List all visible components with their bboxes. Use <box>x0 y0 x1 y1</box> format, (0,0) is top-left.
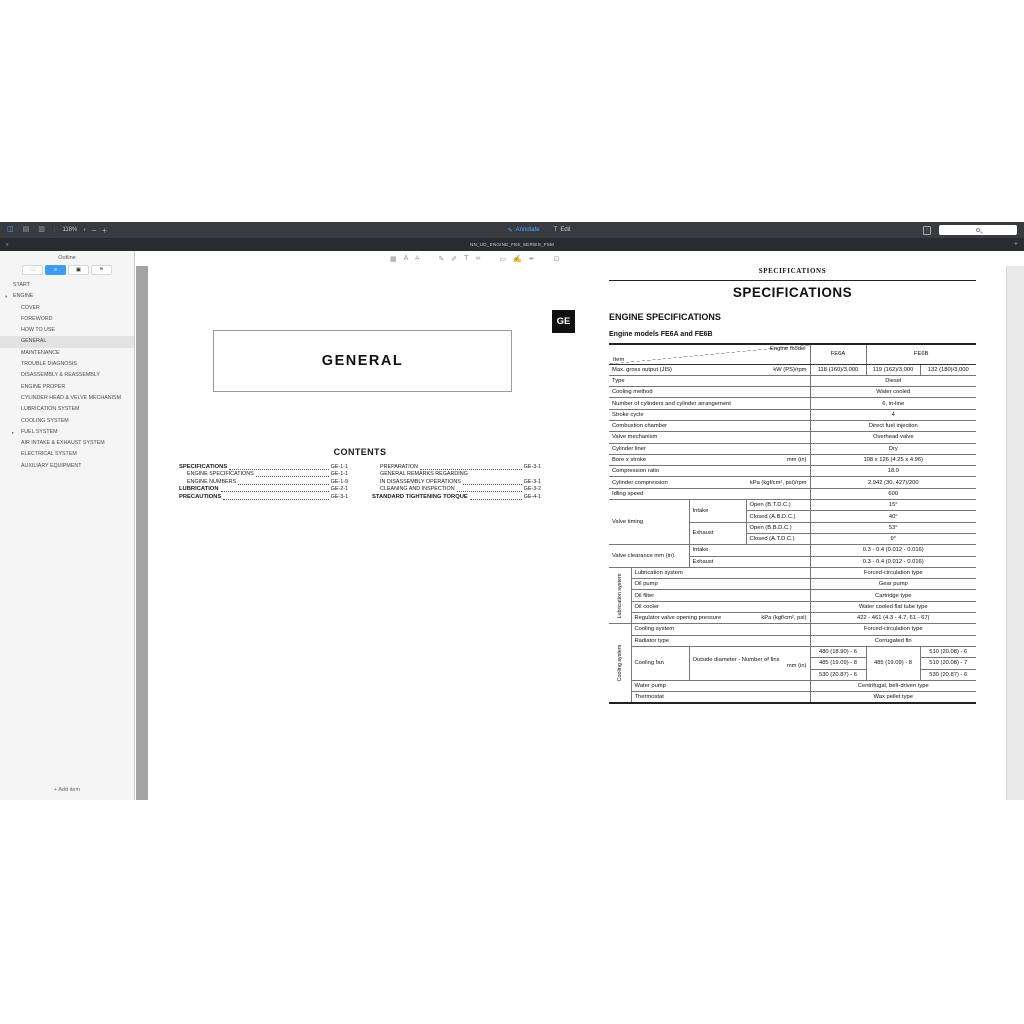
collapse-icon[interactable]: ▾ <box>5 294 8 300</box>
spec-value: 485 (19.09) - 8 <box>866 646 920 680</box>
spec-unit: mm (in) <box>746 454 810 465</box>
pen-icon[interactable]: ✒ <box>528 255 535 263</box>
spec-label: Cooling fan <box>631 646 689 680</box>
text-tool-icon[interactable]: T <box>464 255 469 262</box>
toc-entry[interactable]: CLEANING AND INSPECTION GE-3-2 <box>380 486 541 493</box>
spec-value: Cartridge type <box>810 590 976 601</box>
spec-value: 0.3 - 0.4 (0.012 - 0.016) <box>810 556 976 567</box>
spec-value: 108 x 126 (4.25 x 4.96) <box>810 454 976 465</box>
spec-label: Oil filter <box>631 590 810 601</box>
toc-entry[interactable]: PRECAUTIONS GE-3-1 <box>179 493 348 500</box>
spec-value: Direct fuel injection <box>810 420 976 431</box>
engine-spec-table <box>609 343 976 704</box>
zoom-level[interactable]: 118% <box>62 227 78 233</box>
fullscreen-icon[interactable]: ⊡ <box>553 255 560 263</box>
col-header-fe6a: FE6A <box>810 344 866 364</box>
toc-entry[interactable]: PREPARATION GE-3-1 <box>380 464 541 470</box>
annotation-toolbar <box>135 251 1024 266</box>
spec-sublabel: Exhaust <box>689 556 810 567</box>
add-item-button[interactable]: + Add item <box>53 787 81 793</box>
toc-entry[interactable]: GENERAL REMARKS REGARDING <box>380 471 468 478</box>
comment-icon[interactable]: ▭ <box>499 255 506 263</box>
toc-entry[interactable]: STANDARD TIGHTENING TORQUE GE-4-1 <box>372 493 541 500</box>
sidebar-item-trouble-diagnosis[interactable]: TROUBLE DIAGNOSIS <box>21 361 77 368</box>
spec-label: Cooling system <box>631 624 810 635</box>
spec-value: Centrifugal, belt-driven type <box>810 680 976 691</box>
spec-value: 119 (162)/3,000 <box>866 364 920 375</box>
spec-label: Bore x stroke <box>609 454 746 465</box>
zoom-out-button[interactable]: − <box>91 225 97 235</box>
font-large-icon[interactable]: A <box>403 255 409 262</box>
spec-value: 422 - 461 (4.3 - 4.7, 61 - 67) <box>810 613 976 624</box>
toc-entry[interactable]: ENGINE NUMBERS GE-1-9 <box>187 478 348 485</box>
sidebar-item-fuel-system[interactable]: ▸ FUEL SYSTEM <box>0 427 134 438</box>
sidebar-item-lubrication[interactable]: LUBRICATION SYSTEM <box>21 406 80 413</box>
link-icon[interactable]: ∞ <box>475 255 481 262</box>
toolbar-divider: | <box>53 227 56 233</box>
spec-value: Forced-circulation type <box>810 567 976 578</box>
annotations-icon: ▣ <box>75 267 82 273</box>
spec-label: Idling speed <box>609 488 810 499</box>
spec-value: 530 (20.87) - 6 <box>920 669 976 680</box>
sidebar-item-auxiliary[interactable]: AUXILIARY EQUIPMENT <box>21 462 82 469</box>
toc-right-column <box>372 464 541 501</box>
tab-close-button[interactable]: x <box>6 241 9 248</box>
pencil-icon: ✎ <box>507 227 513 234</box>
spec-value: 4 <box>810 409 976 420</box>
share-icon[interactable]: ↑ <box>923 226 931 235</box>
expand-icon[interactable]: ▸ <box>12 429 15 435</box>
spec-value: Water cooled flat tube type <box>810 601 976 612</box>
spec-value: Overhead valve <box>810 432 976 443</box>
spec-value: Wax pellet type <box>810 692 976 703</box>
spec-label: Cooling method <box>609 387 810 398</box>
edit-tab[interactable] <box>554 227 571 233</box>
spec-label: Number of cylinders and cylinder arrangement <box>609 398 810 409</box>
thumbnails-view-button[interactable]: □ <box>22 265 43 275</box>
spec-value: 485 (19.09) - 8 <box>810 658 866 669</box>
page-title: SPECIFICATIONS <box>732 285 853 300</box>
signature-icon[interactable]: ✍ <box>512 255 522 263</box>
chapter-badge: GE <box>552 310 575 333</box>
bookmarks-view-button[interactable]: ⚑ <box>91 265 112 275</box>
spec-unit: kW (PS)/rpm <box>746 364 810 375</box>
toc-entry[interactable]: ENGINE SPECIFICATIONS GE-1-1 <box>187 471 348 478</box>
chapter-title-box: GENERAL <box>213 330 512 392</box>
group-label-lubrication: Lubrication system <box>609 567 631 623</box>
spec-sublabel: Outside diameter - Number of fins mm (in) <box>689 646 810 680</box>
new-tab-button[interactable]: + <box>1013 241 1018 248</box>
spec-value: 2,942 (30, 427)/200 <box>810 477 976 488</box>
spec-value: 18.0 <box>810 466 976 477</box>
spec-label: Cylinder compression <box>609 477 689 488</box>
sidebar-item-cylinder-head[interactable]: CYLINDER HEAD & VELVE MECHANISM <box>21 394 121 401</box>
contents-title: CONTENTS <box>333 447 387 457</box>
spec-value: 132 (180)/3,000 <box>920 364 976 375</box>
sidebar-item-engine[interactable]: ▾ ENGINE <box>0 291 134 302</box>
toc-entry[interactable]: IN DISASSEMBLY OPERATIONS GE-3-1 <box>380 478 541 485</box>
spec-label: Radiator type <box>631 635 810 646</box>
spec-label: Combustion chamber <box>609 420 810 431</box>
spec-label: Compression ratio <box>609 466 810 477</box>
spec-label: Regulator valve opening pressure <box>631 613 746 624</box>
document-tab-bar <box>0 238 1024 251</box>
spec-sublabel: Exhaust <box>689 522 746 545</box>
section-heading: ENGINE SPECIFICATIONS <box>609 312 721 322</box>
spec-value: 510 (20.08) - 7 <box>920 658 976 669</box>
search-input[interactable] <box>939 225 1017 235</box>
page-edge-gutter <box>136 266 148 800</box>
spec-value: Dry <box>810 443 976 454</box>
spec-condition: Open (B.T.D.C.) <box>746 500 810 511</box>
annotate-tab[interactable] <box>508 227 540 234</box>
spec-sublabel: Intake <box>689 545 810 556</box>
text-icon: T <box>553 227 558 233</box>
sidebar-item-air-intake[interactable]: AIR INTAKE & EXHAUST SYSTEM <box>21 440 105 447</box>
spec-value: Water cooled <box>810 387 976 398</box>
spec-value: Diesel <box>810 375 976 386</box>
running-head: SPECIFICATIONS <box>758 267 827 275</box>
spec-label: Valve mechanism <box>609 432 810 443</box>
sidebar-item-electrical[interactable]: ELECTRICAL SYSTEM <box>21 451 77 458</box>
spec-sublabel: Intake <box>689 500 746 523</box>
toc-entry[interactable]: SPECIFICATIONS GE-1-1 <box>179 464 348 470</box>
sidebar-item-foreword[interactable]: FOREWORD <box>21 315 53 322</box>
two-page-view-icon[interactable]: ▥ <box>38 226 45 233</box>
spec-value: 9° <box>810 533 976 544</box>
sidebar-item-cover[interactable]: COVER <box>21 304 40 311</box>
spec-value: Forced-circulation type <box>810 624 976 635</box>
spec-value: 600 <box>810 488 976 499</box>
spec-label: Thermostat <box>631 692 810 703</box>
spec-label: Valve timing <box>609 500 689 545</box>
spec-label: Lubrication system <box>631 567 810 578</box>
highlighter-icon[interactable]: ✐ <box>451 255 458 263</box>
spec-unit: kPa (kgf/cm², psi) <box>746 613 810 624</box>
col-header-fe6b: FE6B <box>866 344 976 364</box>
image-icon[interactable]: ▦ <box>390 255 397 263</box>
spec-value: 118 (160)/3,000 <box>810 364 866 375</box>
sidebar-item-how-to-use[interactable]: HOW TO USE <box>21 327 55 334</box>
spec-label: Water pump <box>631 680 810 691</box>
sidebar-item-start[interactable]: START <box>13 282 30 288</box>
document-canvas[interactable] <box>135 251 1024 800</box>
spec-label: Cylinder liner <box>609 443 810 454</box>
canvas-right-gutter <box>1006 266 1024 800</box>
spec-value: 510 (20.08) - 6 <box>920 646 976 657</box>
sidebar-item-disassembly[interactable]: DISASSEMBLY & REASSEMBLY <box>21 372 100 379</box>
chevron-down-icon[interactable]: ▾ <box>83 227 86 232</box>
group-label-cooling: Cooling system <box>609 624 631 703</box>
spec-label: Stroke cycle <box>609 409 810 420</box>
spec-value: Gear pump <box>810 579 976 590</box>
sidebar-toggle-icon[interactable]: ◫ <box>7 226 14 233</box>
spec-value: 6, in-line <box>810 398 976 409</box>
sidebar-item-cooling[interactable]: COOLING SYSTEM <box>21 417 69 424</box>
table-corner-cell: Engine model Item <box>609 344 810 364</box>
sidebar-item-engine-proper[interactable]: ENGINE PROPER <box>21 383 66 390</box>
search-icon <box>976 228 980 232</box>
running-head-rule <box>609 280 976 281</box>
sidebar-view-switcher <box>0 265 134 275</box>
spec-value: 53° <box>810 522 976 533</box>
outline-view-button[interactable]: ≡ <box>45 265 66 275</box>
contents-section <box>179 447 541 501</box>
spec-value: 480 (18.90) - 6 <box>810 646 866 657</box>
pdf-app-window <box>0 222 1024 800</box>
section-subheading: Engine models FE6A and FE6B <box>609 331 713 338</box>
toc-left-column <box>179 464 348 501</box>
spec-unit: kPa (kgf/cm², psi)/rpm <box>689 477 810 488</box>
outline-sidebar <box>0 251 135 800</box>
zoom-in-button[interactable]: + <box>102 225 107 235</box>
pencil-icon[interactable]: ✎ <box>438 255 445 263</box>
spec-label: Oil pump <box>631 579 810 590</box>
spec-label: Max. gross output (JIS) <box>609 364 746 375</box>
spec-value: 530 (20.87) - 6 <box>810 669 866 680</box>
spec-label: Type <box>609 375 810 386</box>
spec-value: Corrugated fin <box>810 635 976 646</box>
spec-condition: Open (B.B.D.C.) <box>746 522 810 533</box>
single-page-view-icon[interactable]: ▤ <box>22 226 30 233</box>
annotate-label: Annotate <box>515 227 540 233</box>
toc-entry[interactable]: LUBRICATION GE-2-1 <box>179 486 348 493</box>
sidebar-title: Outline <box>58 255 76 261</box>
sidebar-item-maintenance[interactable]: MAINTENANCE <box>21 349 60 356</box>
sidebar-item-general[interactable]: GENERAL <box>0 336 134 347</box>
font-small-icon[interactable]: A <box>415 255 420 262</box>
annotations-view-button[interactable] <box>68 265 89 275</box>
spec-condition: Closed (A.T.D.C.) <box>746 533 810 544</box>
spec-label: Valve clearance mm (in) <box>609 545 689 568</box>
main-toolbar <box>0 222 1024 238</box>
spec-label: Oil cooler <box>631 601 810 612</box>
edit-label: Edit <box>560 227 571 233</box>
document-title: NN_UD_ENGINE_FE6_SERIES_FSM <box>469 242 555 247</box>
spec-condition: Closed (A.B.D.C.) <box>746 511 810 522</box>
outline-list <box>0 280 134 781</box>
spec-value: 0.3 - 0.4 (0.012 - 0.016) <box>810 545 976 556</box>
spec-value: 40° <box>810 511 976 522</box>
spec-value: 15° <box>810 500 976 511</box>
